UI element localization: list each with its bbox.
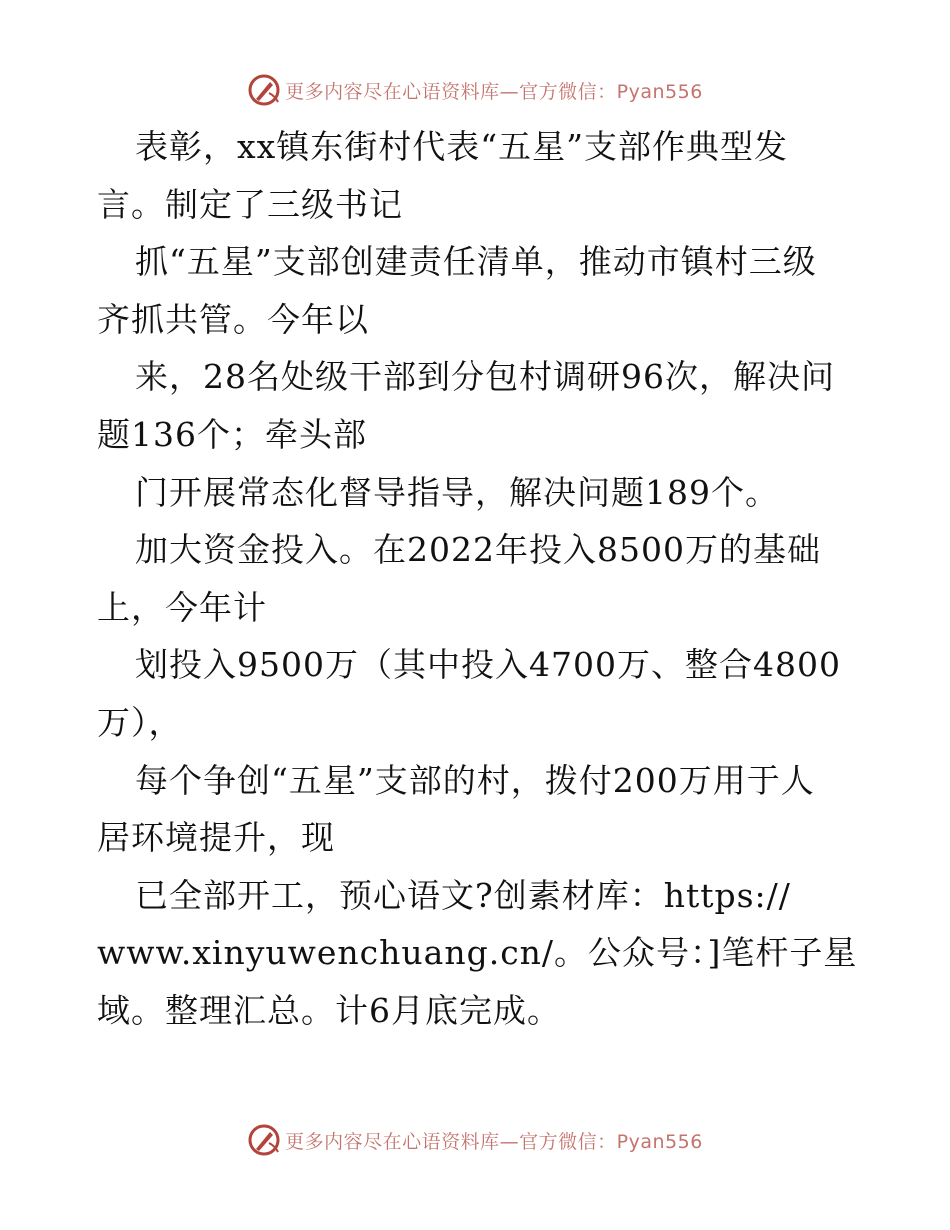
text-line: 万），: [97, 702, 183, 742]
pen-logo-icon: [247, 1123, 281, 1157]
header-watermark-text: 更多内容尽在心语资料库—官方微信：Pyan556: [285, 80, 703, 103]
text-line: 已全部开工，预心语文?创素材库：https://: [135, 875, 791, 915]
header-watermark-banner: [0, 70, 950, 110]
text-line: 划投入9500万（其中投入4700万、整合4800: [135, 645, 841, 685]
pen-logo-icon: [247, 73, 281, 107]
footer-watermark-banner: [0, 1120, 950, 1160]
text-line: 抓“五星”支部创建责任清单，推动市镇村三级: [135, 242, 817, 282]
text-line: 居环境提升，现: [97, 818, 335, 858]
text-line: 上，今年计: [97, 587, 267, 627]
text-line: 每个争创“五星”支部的村，拨付200万用于人: [135, 760, 815, 800]
text-line: 表彰，xx镇东街村代表“五星”支部作典型发: [135, 127, 788, 166]
text-line: www.xinyuwenchuang.cn/。公众号：]笔杆子星: [97, 933, 858, 973]
text-line: 域。整理汇总。计6月底完成。: [97, 990, 561, 1030]
text-line: 言。制定了三级书记: [97, 184, 403, 224]
text-line: 题136个；牵头部: [97, 414, 367, 454]
text-line: 来，28名处级干部到分包村调研96次，解决问: [135, 357, 835, 397]
text-line: 齐抓共管。今年以: [97, 299, 369, 339]
footer-watermark-text: 更多内容尽在心语资料库—官方微信：Pyan556: [285, 1130, 703, 1153]
text-line: 加大资金投入。在2022年投入8500万的基础: [135, 530, 821, 570]
text-line: 门开展常态化督导指导，解决问题189个。: [135, 472, 779, 512]
document-body: [97, 118, 857, 1040]
